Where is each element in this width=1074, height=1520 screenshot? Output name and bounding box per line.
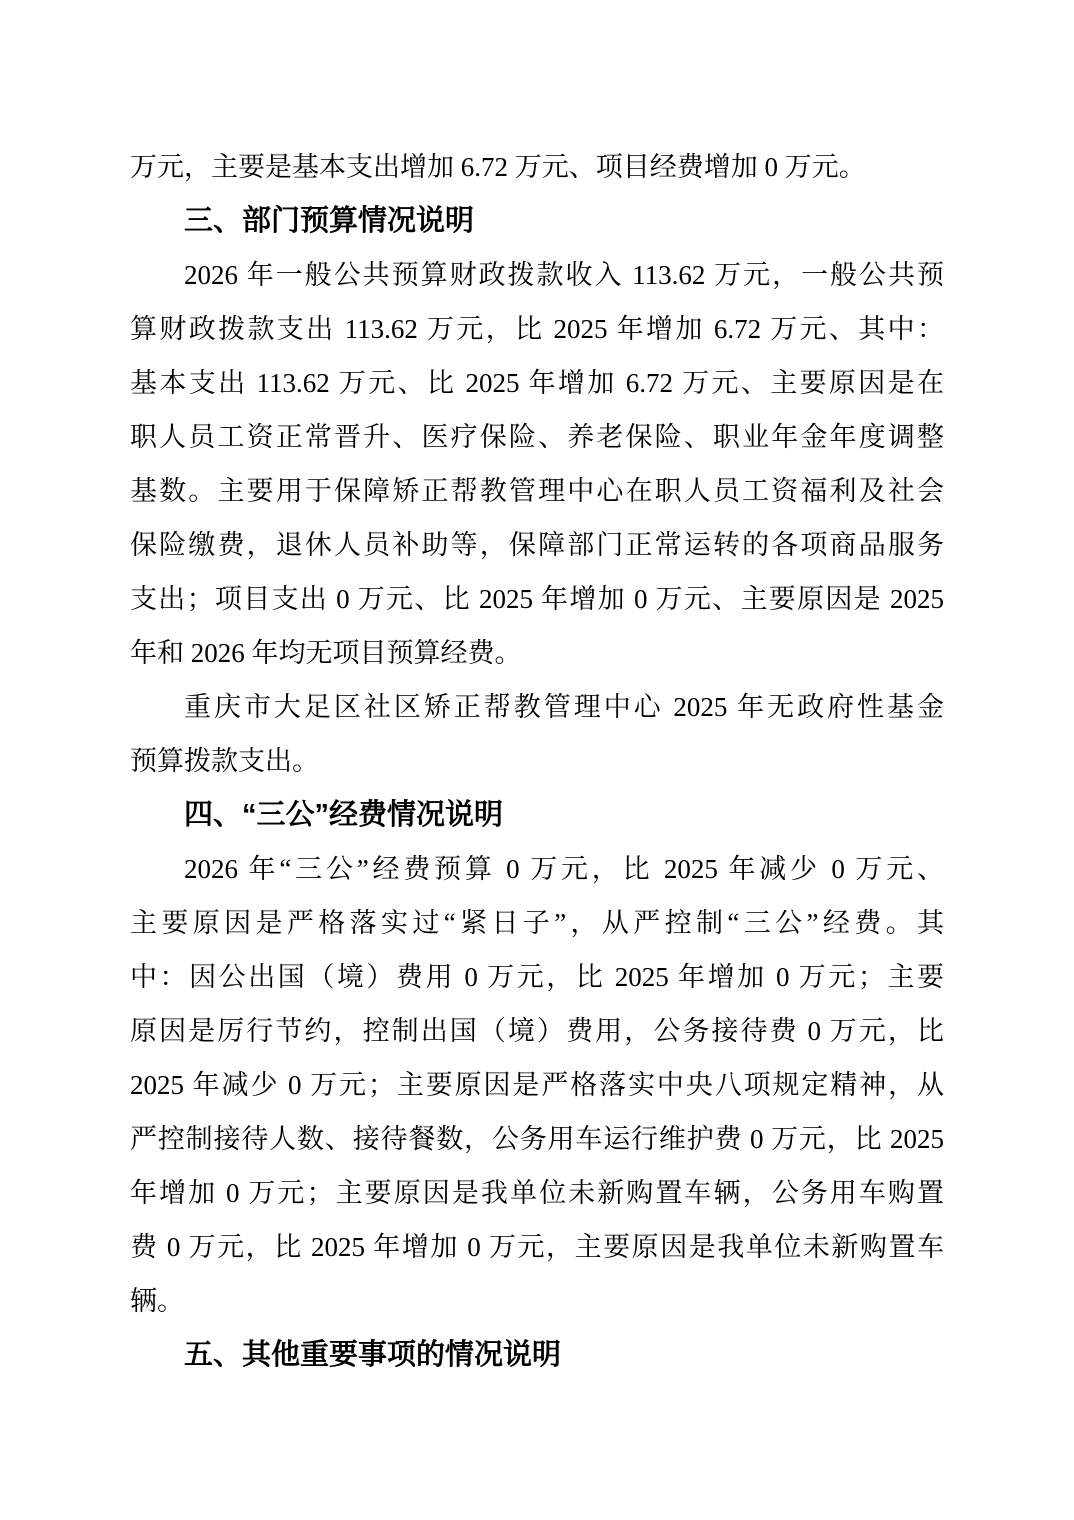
body-text-line: 年和 2026 年均无项目预算经费。 [130,638,522,668]
body-text-line: 2026 年“三公”经费预算 0 万元，比 2025 年减少 0 万元、 [184,854,944,884]
section-heading: 三、部门预算情况说明 [184,205,475,237]
body-text-line: 年增加 0 万元；主要原因是我单位未新购置车辆，公务用车购置 [130,1178,944,1208]
body-text-line: 基数。主要用于保障矫正帮教管理中心在职人员工资福利及社会 [130,476,944,506]
body-text-line: 预算拨款支出。 [130,746,319,776]
body-text-line: 严控制接待人数、接待餐数，公务用车运行维护费 0 万元，比 2025 [130,1124,944,1154]
body-text-line: 万元，主要是基本支出增加 6.72 万元、项目经费增加 0 万元。 [130,152,866,182]
body-text-line: 重庆市大足区社区矫正帮教管理中心 2025 年无政府性基金 [184,692,944,722]
body-text-line: 原因是厉行节约，控制出国（境）费用，公务接待费 0 万元，比 [130,1016,944,1046]
body-text-line: 基本支出 113.62 万元、比 2025 年增加 6.72 万元、主要原因是在 [130,368,944,398]
body-text-line: 费 0 万元，比 2025 年增加 0 万元，主要原因是我单位未新购置车 [130,1232,944,1262]
body-text-line: 中：因公出国（境）费用 0 万元，比 2025 年增加 0 万元；主要 [130,962,944,992]
body-text-line: 辆。 [130,1286,184,1316]
body-text-line: 算财政拨款支出 113.62 万元，比 2025 年增加 6.72 万元、其中： [130,314,944,344]
body-text-line: 2025 年减少 0 万元；主要原因是严格落实中央八项规定精神，从 [130,1070,944,1100]
section-heading: 五、其他重要事项的情况说明 [184,1339,562,1371]
body-text-line: 主要原因是严格落实过“紧日子”，从严控制“三公”经费。其 [130,908,944,938]
body-text-line: 职人员工资正常晋升、医疗保险、养老保险、职业年金年度调整 [130,422,944,452]
body-text-line: 支出；项目支出 0 万元、比 2025 年增加 0 万元、主要原因是 2025 [130,584,944,614]
section-heading: 四、“三公”经费情况说明 [184,799,504,831]
document-text-column [130,140,944,1382]
body-text-line: 2026 年一般公共预算财政拨款收入 113.62 万元，一般公共预 [184,260,944,290]
body-text-line: 保险缴费，退休人员补助等，保障部门正常运转的各项商品服务 [130,530,944,560]
